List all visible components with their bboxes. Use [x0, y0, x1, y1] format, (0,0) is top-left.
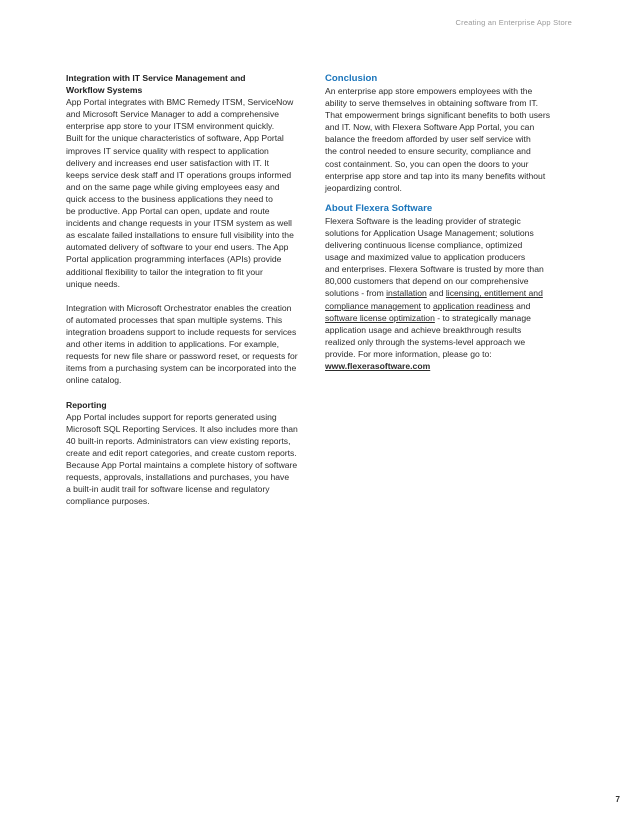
text-line: application usage and achieve breakthrough results [325, 324, 522, 335]
text-line: compliance purposes. [66, 496, 150, 507]
text-line: That empowerment brings significant benefits to both users [325, 110, 550, 121]
text-line: of automated processes that span multiple systems. This [66, 314, 283, 325]
text-line: improves IT service quality with respect to application [66, 145, 269, 156]
text-line: Because App Portal maintains a complete history of software [66, 460, 298, 470]
text-line: incidents and change requests in your ITSM system as well [66, 218, 292, 229]
text-line: unique needs. [66, 278, 120, 289]
integration-paragraph-2 [66, 302, 318, 387]
integration-heading [66, 72, 318, 96]
text-line: balance the freedom afforded by user self service with [325, 134, 531, 145]
text-line: delivering continuous license compliance, optimized [325, 240, 523, 251]
integration-paragraph-1 [66, 96, 318, 290]
paragraph-gap [325, 194, 571, 202]
text-line: Portal application programming interfaces (APIs) provide [66, 254, 282, 265]
text-line: delivery and increases end user satisfaction with IT. It [66, 157, 270, 168]
text-line: and other items in addition to applications. For example, [66, 339, 280, 350]
text-fragment: to [421, 300, 433, 311]
text-line [325, 287, 571, 299]
text-fragment: solutions - from [325, 288, 387, 299]
text-line: solutions for Application Usage Management; solutions [325, 227, 534, 238]
right-column [325, 72, 571, 372]
application-readiness-link[interactable]: application readiness [432, 300, 514, 311]
text-line: Integration with Microsoft Orchestrator enables the creation [66, 302, 292, 313]
text-line: enterprise app store and tap into its many benefits without [325, 170, 546, 181]
flexera-website-link[interactable]: www.flexerasoftware.com [325, 360, 431, 371]
text-line: enterprise app store to your ITSM environment quickly. [66, 121, 275, 132]
text-line: usage and maximized value to application producers [325, 252, 526, 263]
running-header: Creating an Enterprise App Store [455, 18, 572, 27]
about-heading: About Flexera Software [325, 202, 433, 214]
text-line: be productive. App Portal can open, update and route [66, 206, 270, 217]
text-line: and IT. Now, with Flexera Software App Portal, you can [325, 122, 535, 133]
software-license-optimization-link[interactable]: software license optimization [325, 312, 435, 323]
left-column [66, 72, 318, 507]
text-line: and Microsoft Service Manager to add a comprehensive [66, 109, 280, 120]
text-line: items from a purchasing system can be incorporated into the [66, 363, 297, 374]
text-line: a built-in audit trail for software license and regulatory [66, 484, 270, 495]
text-line: the control needed to ensure security, compliance and [325, 146, 531, 157]
integration-heading-line: Workflow Systems [66, 85, 143, 96]
conclusion-heading: Conclusion [325, 73, 378, 84]
text-line: integration broadens support to include requests for services [66, 326, 297, 337]
text-line: requests for new file share or password reset, or requests for [66, 351, 298, 362]
text-fragment: - to strategically manage [434, 312, 531, 323]
conclusion-paragraph [325, 85, 571, 194]
text-line: cost containment. So, you can open the doors to your [325, 158, 529, 169]
text-line: online catalog. [66, 375, 122, 386]
text-line: 40 built-in reports. Administrators can view existing reports, [66, 435, 291, 446]
text-line: additional flexibility to tailor the integration to fit your [66, 266, 263, 277]
text-line [325, 300, 571, 312]
paragraph-gap [66, 290, 318, 302]
text-line: Built for the unique characteristics of software, App Portal [66, 133, 284, 144]
integration-heading-line: Integration with IT Service Management and [66, 73, 246, 83]
text-line: as escalate failed installations to ensure full visibility into the [66, 230, 294, 241]
text-line: Flexera Software is the leading provider of strategic [325, 215, 521, 226]
text-fragment: and [426, 288, 446, 299]
reporting-heading: Reporting [66, 399, 107, 410]
text-line: jeopardizing control. [325, 182, 402, 193]
text-line: realized only through the systems-level approach we [325, 336, 526, 347]
text-line: provide. For more information, please go to: [325, 348, 492, 359]
about-paragraph [325, 215, 571, 372]
text-fragment: and [513, 300, 531, 311]
compliance-management-link[interactable]: compliance management [325, 300, 422, 311]
installation-link[interactable]: installation [386, 288, 427, 299]
text-line: and on the same page while giving employees easy and [66, 181, 280, 192]
text-line: automated delivery of software to your end users. The App [66, 242, 289, 253]
text-line: ability to serve themselves in obtaining software from IT. [325, 98, 539, 109]
text-line: 80,000 customers that depend on our comprehensive [325, 276, 529, 287]
licensing-entitlement-link[interactable]: licensing, entitlement and [445, 288, 543, 299]
text-line: App Portal integrates with BMC Remedy ITSM, ServiceNow [66, 97, 294, 108]
text-line: create and edit report categories, and create custom reports. [66, 447, 297, 458]
text-line: requests, approvals, installations and purchases, you have [66, 472, 290, 483]
text-line [325, 312, 571, 324]
paragraph-gap [66, 386, 318, 398]
text-line: keeps service desk staff and IT operations groups informed [66, 169, 292, 180]
text-line: and enterprises. Flexera Software is trusted by more than [325, 264, 544, 275]
text-line: An enterprise app store empowers employees with the [325, 86, 533, 96]
reporting-paragraph [66, 411, 318, 508]
text-line: quick access to the business applications they need to [66, 193, 273, 204]
text-line: Microsoft SQL Reporting Services. It also includes more than [66, 423, 298, 434]
page-number: 7 [615, 795, 620, 804]
text-line: App Portal includes support for reports generated using [66, 411, 277, 422]
